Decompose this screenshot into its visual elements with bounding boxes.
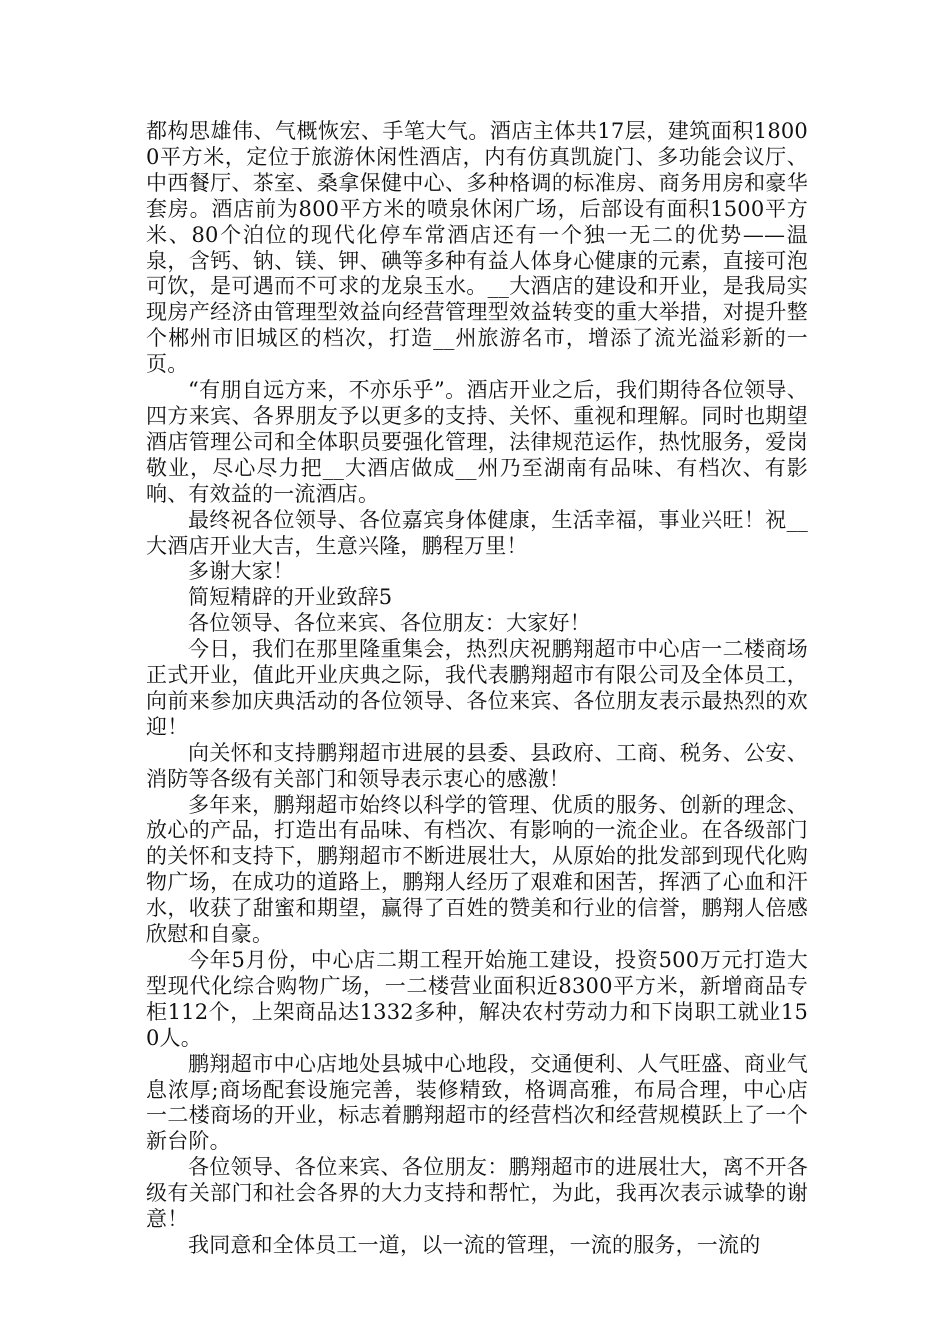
section-heading: 简短精辟的开业致辞5 bbox=[188, 585, 393, 610]
paragraph-company-history: 多年来，鹏翔超市始终以科学的管理、优质的服务、创新的理念、放心的产品，打造出有品味、有档次、有影响的一流企业。在各级部门的关怀和支持下，鹏翔超市不断进展壮大，从原始的批发部到现代化购物广场，在成功的道路上，鹏翔人经历了艰难和困苦，挥洒了心血和汗水，收获了甜蜜和期望，赢得了百姓的赞美和行业的信誉，鹏翔人倍感欣慰和自豪。 bbox=[146, 792, 808, 947]
paragraph-greeting: 各位领导、各位来宾、各位朋友：大家好！ bbox=[188, 611, 591, 636]
paragraph-friends-quote: “有朋自远方来，不亦乐乎”。酒店开业之后，我们期待各位领导、四方来宾、各界朋友予以更多的支持、关怀、重视和理解。同时也期望酒店管理公司和全体职员要强化管理，法律规范运作，热忱服务，爱岗敬业，尽心尽力把__大酒店做成__州乃至湖南有品味、有档次、有影响、有效益的一流酒店。 bbox=[146, 378, 808, 506]
paragraph-opening-celebration: 今日，我们在那里隆重集会，热烈庆祝鹏翔超市中心店一二楼商场正式开业，值此开业庆典之际，我代表鹏翔超市有限公司及全体员工，向前来参加庆典活动的各位领导、各位来宾、各位朋友表示最热烈的欢迎！ bbox=[146, 637, 808, 739]
paragraph-support-thanks: 各位领导、各位来宾、各位朋友：鹏翔超市的进展壮大，离不开各级有关部门和社会各界的大力支持和帮忙，为此，我再次表示诚挚的谢意！ bbox=[146, 1155, 808, 1232]
paragraph-final-wishes: 最终祝各位领导、各位嘉宾身体健康，生活幸福，事业兴旺！祝__大酒店开业大吉，生意兴隆，鹏程万里！ bbox=[146, 507, 808, 558]
paragraph-construction: 今年5月份，中心店二期工程开始施工建设，投资500万元打造大型现代化综合购物广场，一二楼营业面积近8300平方米，新增商品专柜112个，上架商品达1332多种，解决农村劳动力和下岗职工就业150人。 bbox=[146, 948, 808, 1050]
paragraph-location: 鹏翔超市中心店地处县城中心地段，交通便利、人气旺盛、商业气息浓厚;商场配套设施完善，装修精致，格调高雅，布局合理，中心店一二楼商场的开业，标志着鹏翔超市的经营档次和经营规模跃上了一个新台阶。 bbox=[146, 1051, 808, 1154]
paragraph-commitment: 我同意和全体员工一道，以一流的管理，一流的服务，一流的 bbox=[188, 1232, 761, 1257]
paragraph-thanks: 多谢大家！ bbox=[188, 559, 294, 584]
paragraph-hotel-description: 都构思雄伟、气概恢宏、手笔大气。酒店主体共17层，建筑面积18000平方米，定位于旅游休闲性酒店，内有仿真凯旋门、多功能会议厅、中西餐厅、茶室、桑拿保健中心、多种格调的标准房、商务用房和豪华套房。酒店前为800平方米的喷泉休闲广场，后部设有面积1500平方米、80个泊位的现代化停车常酒店还有一个独一无二的优势——温泉，含钙、钠、镁、钾、碘等多种有益人体身心健康的元素，直接可泡可饮，是可遇而不可求的龙泉玉水。__大酒店的建设和开业，是我局实现房产经济由管理型效益向经营管理型效益转变的重大举措，对提升整个郴州市旧城区的档次，打造__州旅游名市，增添了流光溢彩新的一页。 bbox=[146, 119, 808, 377]
document-body bbox=[146, 119, 808, 1259]
paragraph-gratitude-departments: 向关怀和支持鹏翔超市进展的县委、县政府、工商、税务、公安、消防等各级有关部门和领导表示衷心的感激！ bbox=[146, 740, 808, 791]
